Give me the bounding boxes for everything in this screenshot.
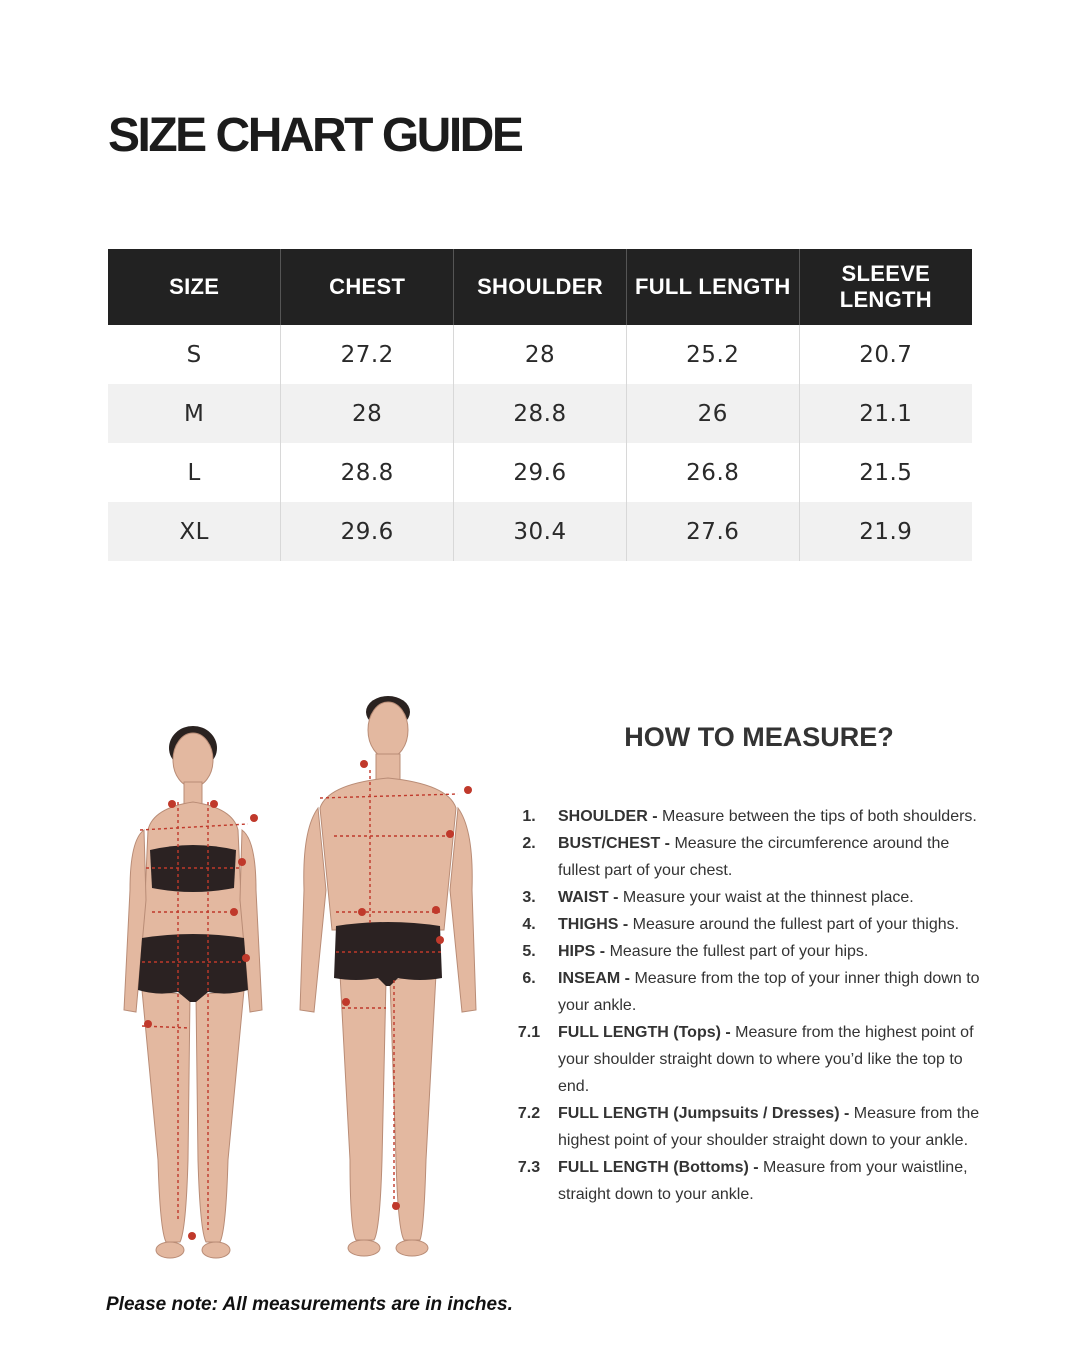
- step-number: 7.2: [517, 1105, 541, 1122]
- body-measurement-figures: [108, 690, 498, 1270]
- step-number: 7.3: [517, 1159, 541, 1176]
- step-label: FULL LENGTH (Tops) -: [558, 1024, 736, 1041]
- list-item: [500, 965, 990, 1019]
- header-full-length: FULL LENGTH: [626, 249, 799, 325]
- measurement-units-note: Please note: All measurements are in inches.: [106, 1294, 513, 1315]
- step-label: BUST/CHEST -: [558, 835, 675, 852]
- cell-size: M: [108, 384, 281, 443]
- cell-shoulder: 30.4: [454, 502, 627, 561]
- table-row: [108, 502, 972, 561]
- step-text: Measure from the highest point of your shoulder straight down to where you’d like the top to end.: [558, 1024, 974, 1095]
- step-text: Measure your waist at the thinnest place.: [622, 889, 914, 906]
- step-label: FULL LENGTH (Jumpsuits / Dresses) -: [558, 1105, 854, 1122]
- step-text: Measure the fullest part of your hips.: [609, 943, 869, 960]
- cell-full-length: 27.6: [626, 502, 799, 561]
- step-number: 4.: [522, 916, 536, 933]
- list-item: [500, 911, 990, 938]
- cell-shoulder: 28: [454, 325, 627, 384]
- header-chest: CHEST: [281, 249, 454, 325]
- step-label: SHOULDER -: [558, 808, 662, 825]
- female-figure: [124, 726, 262, 1258]
- list-item: [500, 1100, 990, 1154]
- cell-sleeve-length: 20.7: [799, 325, 972, 384]
- cell-shoulder: 29.6: [454, 443, 627, 502]
- step-number: 5.: [522, 943, 536, 960]
- cell-size: XL: [108, 502, 281, 561]
- step-number: 6.: [522, 970, 536, 987]
- cell-size: S: [108, 325, 281, 384]
- step-text: Measure the circumference around the fullest part of your chest.: [558, 835, 950, 879]
- table-row: [108, 443, 972, 502]
- list-item: [500, 884, 990, 911]
- how-to-measure-title: HOW TO MEASURE?: [624, 722, 894, 752]
- table-row: [108, 325, 972, 384]
- header-shoulder: SHOULDER: [454, 249, 627, 325]
- cell-sleeve-length: 21.9: [799, 502, 972, 561]
- list-item: [500, 1154, 990, 1208]
- step-text: Measure from your waistline, straight down to your ankle.: [558, 1159, 968, 1203]
- header-sleeve-length: SLEEVE LENGTH: [799, 249, 972, 325]
- step-text: Measure from the highest point of your shoulder straight down to your ankle.: [558, 1105, 980, 1149]
- step-label: HIPS -: [558, 943, 610, 960]
- step-number: 7.1: [517, 1024, 541, 1041]
- size-chart-table: [108, 249, 972, 561]
- step-text: Measure between the tips of both shoulders.: [662, 808, 977, 825]
- cell-chest: 28: [281, 384, 454, 443]
- measurement-steps-list: [500, 803, 990, 1208]
- table-header-row: [108, 249, 972, 325]
- cell-chest: 29.6: [281, 502, 454, 561]
- step-label: INSEAM -: [558, 970, 635, 987]
- list-item: [500, 1019, 990, 1100]
- step-label: WAIST -: [558, 889, 623, 906]
- cell-full-length: 25.2: [626, 325, 799, 384]
- step-text: Measure around the fullest part of your thighs.: [632, 916, 960, 933]
- cell-chest: 28.8: [281, 443, 454, 502]
- cell-size: L: [108, 443, 281, 502]
- list-item: [500, 938, 990, 965]
- table-row: [108, 384, 972, 443]
- male-figure: [300, 696, 476, 1256]
- step-label: THIGHS -: [558, 916, 633, 933]
- header-size: SIZE: [108, 249, 281, 325]
- cell-sleeve-length: 21.5: [799, 443, 972, 502]
- cell-sleeve-length: 21.1: [799, 384, 972, 443]
- list-item: [500, 803, 990, 830]
- cell-full-length: 26.8: [626, 443, 799, 502]
- page-title: SIZE CHART GUIDE: [108, 109, 522, 162]
- cell-full-length: 26: [626, 384, 799, 443]
- cell-shoulder: 28.8: [454, 384, 627, 443]
- list-item: [500, 830, 990, 884]
- step-number: 3.: [522, 889, 536, 906]
- step-text: Measure from the top of your inner thigh down to your ankle.: [558, 970, 980, 1014]
- step-number: 2.: [522, 835, 536, 852]
- cell-chest: 27.2: [281, 325, 454, 384]
- step-label: FULL LENGTH (Bottoms) -: [558, 1159, 764, 1176]
- step-number: 1.: [522, 808, 536, 825]
